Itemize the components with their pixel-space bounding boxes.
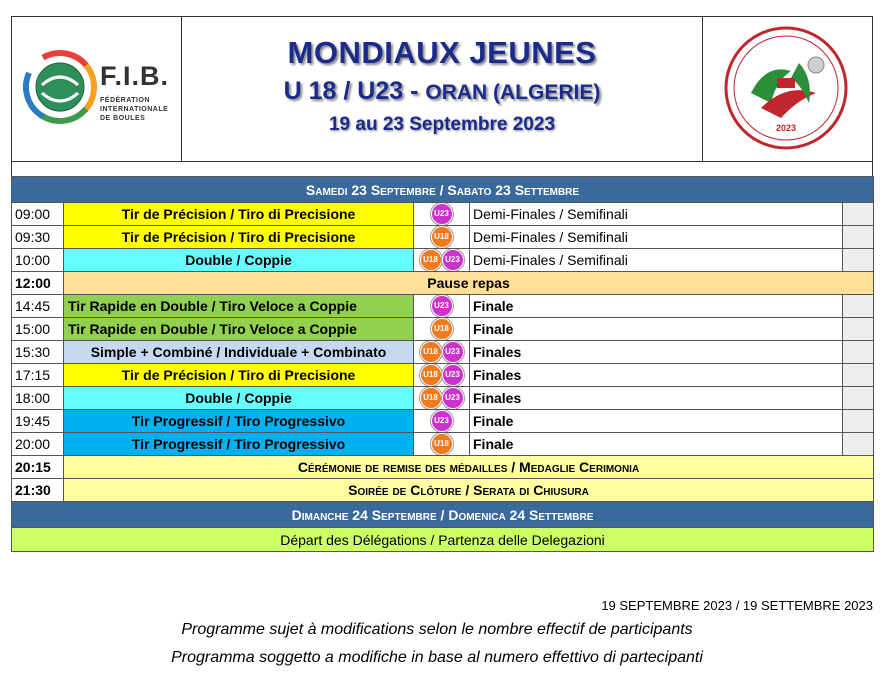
row-event: Tir Rapide en Double / Tiro Veloce a Coppie (64, 295, 414, 318)
category-badges (414, 226, 470, 249)
row-phase: Finales (470, 387, 843, 410)
u18-badge-icon: U18 (420, 341, 442, 363)
event-logo (702, 17, 872, 161)
day-header-saturday (12, 177, 874, 203)
u18-badge-icon: U18 (420, 387, 442, 409)
row-phase: Finale (470, 318, 843, 341)
table-row (12, 410, 874, 433)
row-blank-cell (843, 341, 874, 364)
row-phase: Demi-Finales / Semifinali (470, 226, 843, 249)
row-event: Tir de Précision / Tiro di Precisione (64, 203, 414, 226)
category-badges (414, 203, 470, 226)
note-italian: Programma soggetto a modifiche in base al numero effettivo di partecipanti (171, 649, 703, 666)
evening-event: Cérémonie de remise des médailles / Medaglie Cerimonia (64, 456, 874, 479)
day2-title: Dimanche 24 Septembre / Domenica 24 Settembre (291, 506, 594, 523)
row-event: Tir Rapide en Double / Tiro Veloce a Coppie (64, 318, 414, 341)
u23-badge-icon: U23 (431, 410, 453, 432)
row-blank-cell (843, 410, 874, 433)
row-event: Tir Progressif / Tiro Progressivo (64, 433, 414, 456)
u23-badge-icon: U23 (431, 203, 453, 225)
row-event: Tir de Précision / Tiro di Precisione (64, 364, 414, 387)
row-blank-cell (843, 387, 874, 410)
event-logo-year: 2023 (775, 123, 797, 133)
day-header-sunday (12, 502, 874, 528)
row-time: 19:45 (12, 410, 64, 433)
row-phase: Demi-Finales / Semifinali (470, 203, 843, 226)
row-blank-cell (843, 433, 874, 456)
row-time: 21:30 (12, 479, 64, 502)
row-event: Double / Coppie (64, 387, 414, 410)
row-blank-cell (843, 249, 874, 272)
table-row (12, 249, 874, 272)
row-phase: Demi-Finales / Semifinali (470, 249, 843, 272)
row-phase: Finale (470, 433, 843, 456)
row-event: Simple + Combiné / Individuale + Combinato (64, 341, 414, 364)
u23-badge-icon: U23 (431, 295, 453, 317)
row-phase: Finales (470, 341, 843, 364)
table-row (12, 226, 874, 249)
table-row (12, 387, 874, 410)
row-time: 09:00 (12, 203, 64, 226)
row-time: 15:30 (12, 341, 64, 364)
row-time: 15:00 (12, 318, 64, 341)
table-row (12, 203, 874, 226)
row-blank-cell (843, 364, 874, 387)
table-row (12, 272, 874, 295)
fib-logo-sub-1: FÉDÉRATION (100, 97, 150, 104)
row-time: 20:15 (12, 456, 64, 479)
departure-text: Départ des Délégations / Partenza delle Delegazioni (12, 528, 874, 552)
row-event: Tir Progressif / Tiro Progressivo (64, 410, 414, 433)
lunch-break: Pause repas (64, 272, 874, 295)
row-phase: Finales (470, 364, 843, 387)
fib-ball-icon (20, 47, 100, 127)
category-badges (414, 410, 470, 433)
category-badges (414, 249, 470, 272)
row-blank-cell (843, 295, 874, 318)
u18-badge-icon: U18 (431, 433, 453, 455)
row-time: 10:00 (12, 249, 64, 272)
u18-badge-icon: U18 (431, 318, 453, 340)
row-blank-cell (843, 203, 874, 226)
page-title: MONDIAUX JEUNES (287, 35, 597, 70)
page-subtitle: U 18 / U23 - ORAN (ALGERIE) (283, 77, 601, 105)
fib-logo-sub-2: INTERNATIONALE (100, 106, 169, 113)
row-time: 17:15 (12, 364, 64, 387)
table-row (12, 364, 874, 387)
table-row (12, 295, 874, 318)
departure-row (12, 528, 874, 552)
row-time: 09:30 (12, 226, 64, 249)
header-gap (11, 162, 873, 176)
row-blank-cell (843, 226, 874, 249)
u23-badge-icon: U23 (442, 364, 464, 386)
u18-badge-icon: U18 (420, 249, 442, 271)
row-time: 20:00 (12, 433, 64, 456)
row-time: 12:00 (12, 272, 64, 295)
footer-date: 19 SEPTEMBRE 2023 / 19 SETTEMBRE 2023 (601, 598, 873, 613)
header-box (11, 16, 873, 162)
u23-badge-icon: U23 (442, 387, 464, 409)
row-event: Double / Coppie (64, 249, 414, 272)
category-badges (414, 295, 470, 318)
table-row (12, 456, 874, 479)
day1-title: Samedi 23 Septembre / Sabato 23 Settembre (305, 181, 580, 198)
category-badges (414, 318, 470, 341)
header-title-block (182, 17, 702, 161)
table-row (12, 341, 874, 364)
table-row (12, 433, 874, 456)
row-phase: Finale (470, 295, 843, 318)
schedule-table (11, 176, 874, 552)
event-dates: 19 au 23 Septembre 2023 (328, 114, 556, 135)
row-time: 18:00 (12, 387, 64, 410)
row-time: 14:45 (12, 295, 64, 318)
category-badges (414, 341, 470, 364)
u18-badge-icon: U18 (431, 226, 453, 248)
row-event: Tir de Précision / Tiro di Precisione (64, 226, 414, 249)
event-emblem-icon (721, 23, 851, 153)
table-row (12, 318, 874, 341)
note-french: Programme sujet à modifications selon le nombre effectif de participants (181, 621, 693, 638)
category-badges (414, 364, 470, 387)
fib-logo (12, 17, 182, 161)
u23-badge-icon: U23 (442, 249, 464, 271)
fib-logo-text: F.I.B. (100, 61, 170, 91)
u23-badge-icon: U23 (442, 341, 464, 363)
table-row (12, 479, 874, 502)
row-phase: Finale (470, 410, 843, 433)
u18-badge-icon: U18 (420, 364, 442, 386)
evening-event: Soirée de Clôture / Serata di Chiusura (64, 479, 874, 502)
fib-logo-sub-3: DE BOULES (100, 115, 146, 122)
category-badges (414, 387, 470, 410)
category-badges (414, 433, 470, 456)
row-blank-cell (843, 318, 874, 341)
